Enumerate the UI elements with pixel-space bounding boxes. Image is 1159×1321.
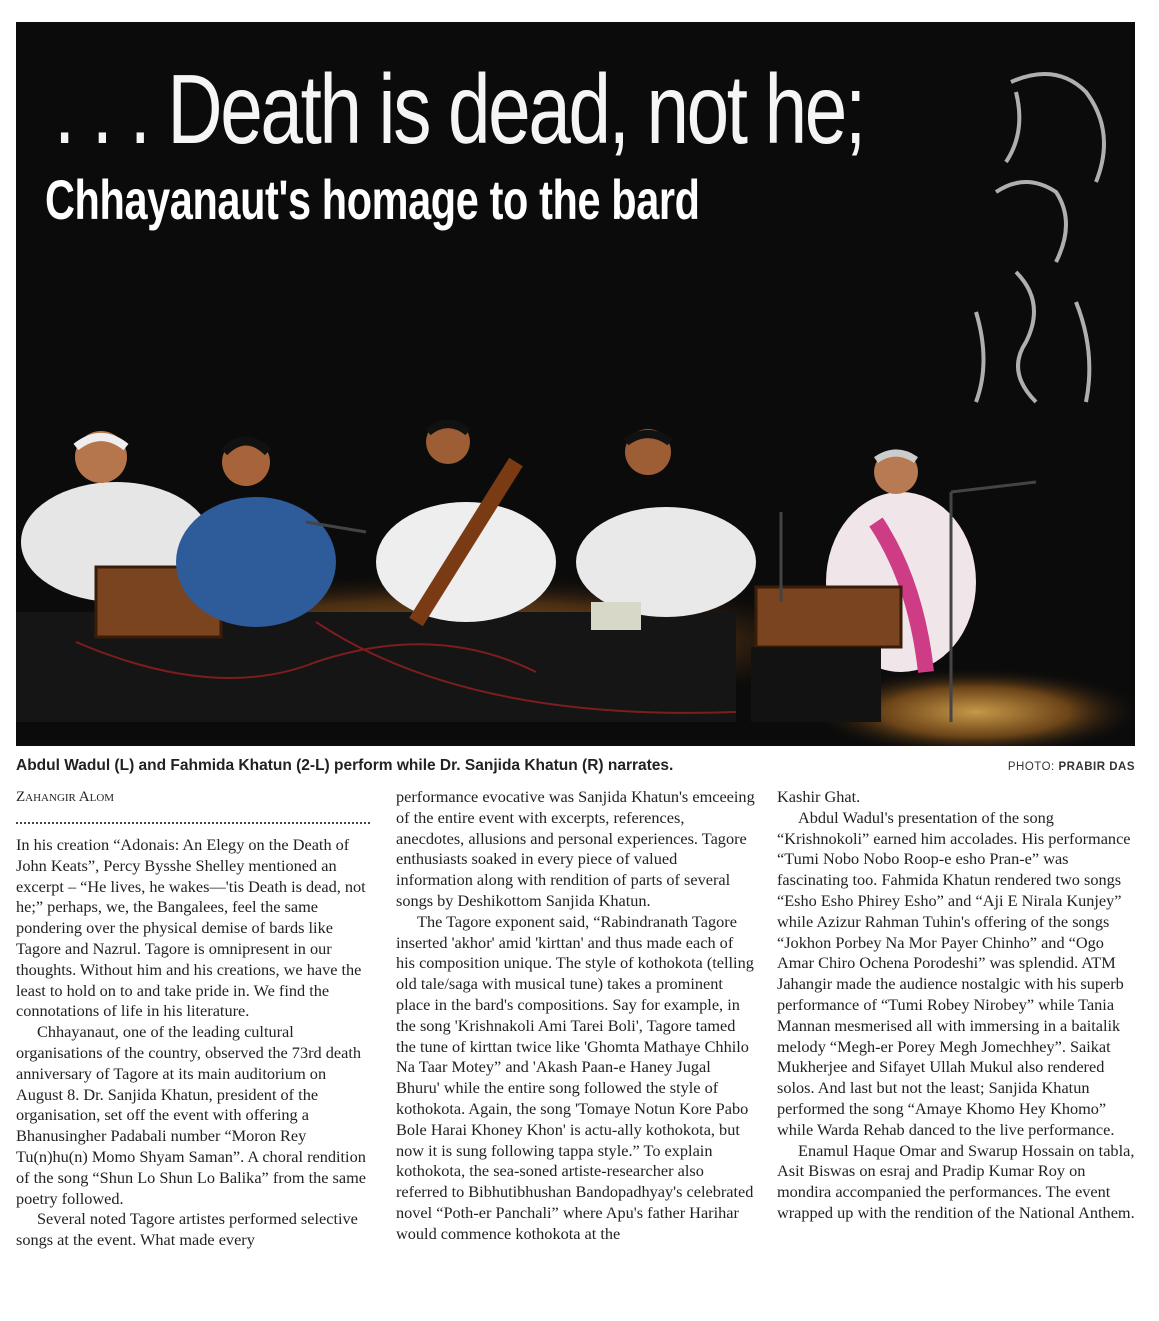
- article-column-2: [396, 787, 756, 1245]
- performer-esraj-player: [376, 420, 556, 622]
- paragraph: Kashir Ghat.: [777, 787, 861, 806]
- byline: Zahangir Alom: [16, 789, 115, 805]
- paragraph: Abdul Wadul's presentation of the song “Krishnokoli” earned him accolades. His performance “Tumi Nobo Nobo Roop-e esho Pran-e” was fascinating too. Fahmida Khatun rendered two songs “Esho Esho Phirey Esho” and “Aji E Nirala Kunjey” while Azizur Rahman Tuhin's offering of the songs “Jokhon Porbey Na Mor Payer Chinho” and “Ogo Amar Chiro Ochena Porodeshi” was splendid. ATM Jahangir made the audience nostalgic with his superb performance of “Tumi Robey Nirobey” while Tania Mannan mesmerised all with immersing in a baitalik melody “Megh-er Porey Megh Jomechhey”. Saikat Mukherjee and Sifayet Ullah Mukul also rendered solos. And last but not the least; Sanjida Khatun performed the song “Amaye Khomo Hey Khomo” while Warda Rehab danced to the live performance.: [777, 807, 1131, 1139]
- stage-photo: [16, 22, 1135, 746]
- performer-fahmida-khatun: [176, 438, 336, 627]
- paragraph: Enamul Haque Omar and Swarup Hossain on tabla, Asit Biswas on esraj and Pradip Kumar Roy on mondira accompanied the performances. The event wrapped up with the rendition of the National Anthem.: [777, 1140, 1135, 1222]
- paragraph: Several noted Tagore artistes performed selective songs at the event. What made every: [16, 1209, 358, 1250]
- headline: . . . Death is dead, not he;: [54, 54, 864, 164]
- subheadline: Chhayanaut's homage to the bard: [45, 168, 700, 231]
- paragraph: performance evocative was Sanjida Khatun's emceeing of the entire event with excerpts, references, anecdotes, allusions and personal experiences. Tagore enthusiasts soaked in every piece of valued information along with rendition of parts of several songs by Deshikottom Sanjida Khatun.: [396, 787, 755, 910]
- byline-divider: [16, 822, 370, 824]
- performer-tabla-player: [576, 429, 756, 630]
- photo-caption: Abdul Wadul (L) and Fahmida Khatun (2-L) perform while Dr. Sanjida Khatun (R) narrates.: [16, 757, 674, 774]
- paragraph: The Tagore exponent said, “Rabindranath Tagore inserted 'akhor' amid 'kirttan' and thus made each of his composition unique. The style of kothokota (telling old tale/saga with musical tune) takes a prominent place in the bard's compositions. Say for example, in the song 'Krishnakoli Ami Tarei Boli', Tagore tamed the tune of kirttan twice like 'Ghomta Mathaye Chhilo Na Taar Motey” and 'Akash Paan-e Haney Jugal Bhuru' while the entire song followed the style of kothokota. Again, the song 'Tomaye Notun Kore Pabo Bole Harai Khoney Khon' is actu-ally kothokota, but now it is sung following tappa style.” To explain kothokota, the sea-soned artiste-researcher also referred to Bibhutibhushan Bandopadhyay's celebrated novel “Poth-er Panchali” where Apu's father Harihar would commence kothokota at the: [396, 911, 754, 1243]
- paragraph: Chhayanaut, one of the leading cultural organisations of the country, observed the 73rd death anniversary of Tagore at its main auditorium on August 8. Dr. Sanjida Khatun, president of the organisation, set off the event with offering a Bhanusingher Padabali number “Moron Rey Tu(n)hu(n) Momo Shyam Saman”. A choral rendition of the song “Shun Lo Shun Lo Balika” from the same poetry followed.: [16, 1022, 366, 1208]
- photo-credit-name: PRABIR DAS: [1058, 761, 1135, 773]
- article-column-1: [16, 835, 374, 1251]
- paragraph: In his creation “Adonais: An Elegy on the Death of John Keats”, Percy Bysshe Shelley mentioned an excerpt – “He lives, he wakes—'tis Death is dead, not he;” perhaps, we, the Bangalees, feel the same pondering over the physical demise of bards like Tagore and Nazrul. Tagore is omnipresent in our thoughts. Without him and his creations, we have the least to hold on to and take pride in. We find the connotations of life in his literature.: [16, 835, 366, 1021]
- photo-credit-label: PHOTO:: [1007, 761, 1055, 773]
- article-column-3: [777, 787, 1137, 1224]
- tagore-light-sketch: [976, 74, 1104, 402]
- photo-credit: [1008, 761, 1135, 773]
